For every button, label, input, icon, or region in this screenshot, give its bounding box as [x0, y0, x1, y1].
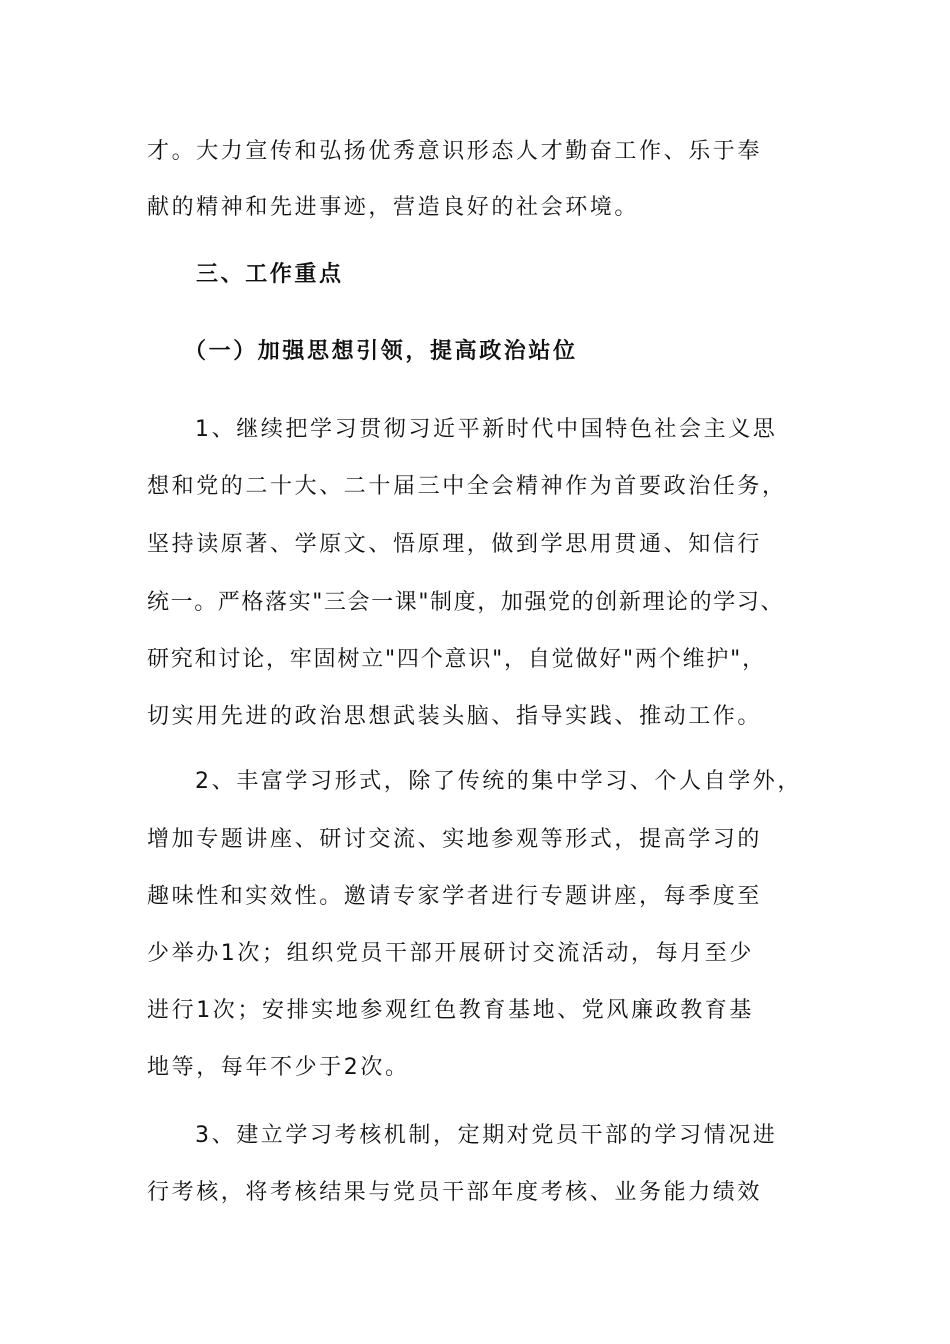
paragraph-line: 进行1次；安排实地参观红色教育基地、党风廉政教育基 — [147, 998, 754, 1023]
paragraph-line: 才。大力宣传和弘扬优秀意识形态人才勤奋工作、乐于奉 — [147, 139, 763, 164]
paragraph-line: 2、丰富学习形式，除了传统的集中学习、个人自学外， — [195, 769, 802, 794]
paragraph-line: 坚持读原著、学原文、悟原理，做到学思用贯通、知信行 — [147, 532, 763, 557]
paragraph-line: 研究和讨论，牢固树立"四个意识"，自觉做好"两个维护"， — [147, 647, 766, 672]
paragraph-line: 行考核，将考核结果与党员干部年度考核、业务能力绩效 — [147, 1180, 763, 1205]
paragraph-line: 统一。严格落实"三会一课"制度，加强党的创新理论的学习、 — [147, 590, 785, 615]
paragraph-line: 1、继续把学习贯彻习近平新时代中国特色社会主义思 — [195, 417, 778, 442]
subsection-heading: （一）加强思想引领，提高政治站位 — [184, 339, 578, 364]
paragraph-line: 切实用先进的政治思想武装头脑、指导实践、推动工作。 — [147, 704, 763, 729]
paragraph-line: 地等，每年不少于2次。 — [147, 1055, 410, 1080]
paragraph-line: 少举办1次；组织党员干部开展研讨交流活动，每月至少 — [147, 941, 754, 966]
paragraph-line: 献的精神和先进事迹，营造良好的社会环境。 — [147, 195, 640, 220]
section-heading: 三、工作重点 — [196, 262, 344, 287]
paragraph-line: 3、建立学习考核机制，定期对党员干部的学习情况进 — [195, 1123, 778, 1148]
paragraph-line: 想和党的二十大、二十届三中全会精神作为首要政治任务， — [147, 474, 787, 499]
paragraph-line: 增加专题讲座、研讨交流、实地参观等形式，提高学习的 — [147, 827, 763, 852]
paragraph-line: 趣味性和实效性。邀请专家学者进行专题讲座，每季度至 — [147, 884, 763, 909]
